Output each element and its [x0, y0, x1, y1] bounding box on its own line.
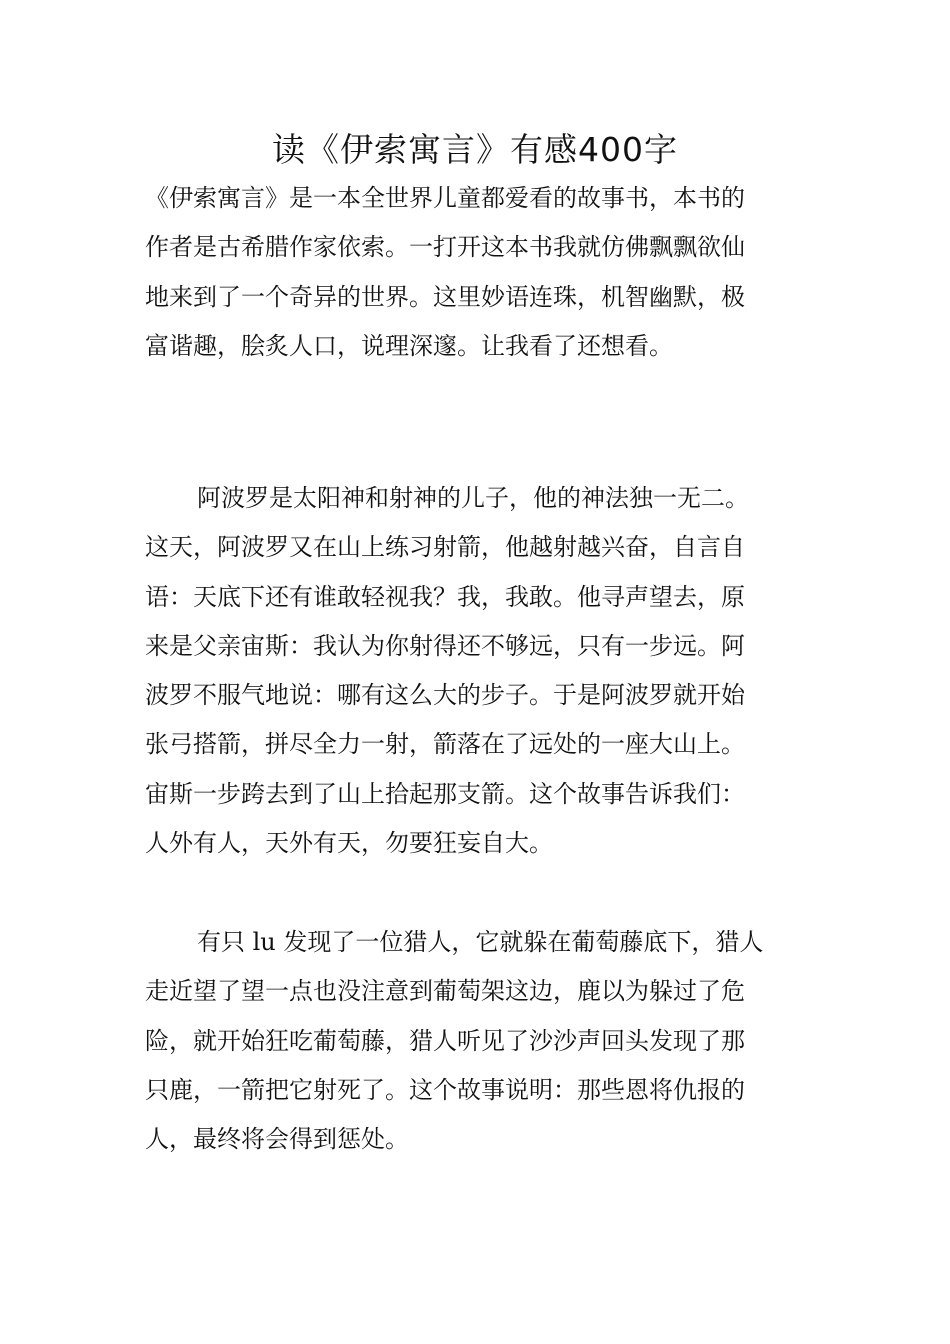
text-line: 这天，阿波罗又在山上练习射箭，他越射越兴奋，自言自 — [145, 533, 745, 562]
text-line: 富谐趣，脍炙人口，说理深邃。让我看了还想看。 — [145, 331, 673, 360]
text-line: 险，就开始狂吃葡萄藤，猎人听见了沙沙声回头发现了那 — [145, 1026, 745, 1055]
text-line: 人外有人，天外有天，勿要狂妄自大。 — [145, 829, 553, 858]
text-line: 来是父亲宙斯：我认为你射得还不够远，只有一步远。阿 — [145, 631, 745, 660]
document-title: 读《伊索寓言》有感400字 — [272, 130, 678, 169]
paragraph-intro — [145, 174, 809, 371]
text-line: 作者是古希腊作家依索。一打开这本书我就仿佛飘飘欲仙 — [145, 233, 745, 262]
paragraph-apollo-story — [145, 474, 809, 868]
text-line: 地来到了一个奇异的世界。这里妙语连珠，机智幽默，极 — [145, 282, 745, 311]
text-line: 宙斯一步跨去到了山上拾起那支箭。这个故事告诉我们： — [145, 779, 745, 808]
text-line: 波罗不服气地说：哪有这么大的步子。于是阿波罗就开始 — [145, 681, 745, 710]
text-line: 阿波罗是太阳神和射神的儿子，他的神法独一无二。 — [197, 484, 749, 512]
paragraph — [145, 174, 809, 371]
text-line: 有只 lu 发现了一位猎人，它就躲在葡萄藤底下，猎人 — [197, 928, 764, 956]
text-line: 走近望了望一点也没注意到葡萄架这边，鹿以为躲过了危 — [145, 977, 745, 1006]
text-line: 张弓搭箭，拼尽全力一射，箭落在了远处的一座大山上。 — [145, 730, 745, 759]
paragraph-deer-story — [145, 918, 809, 1164]
text-line: 语：天底下还有谁敢轻视我？我，我敢。他寻声望去，原 — [145, 582, 745, 611]
text-line: 《伊索寓言》是一本全世界儿童都爱看的故事书，本书的 — [145, 184, 745, 212]
paragraph — [145, 918, 809, 1164]
text-line: 人，最终将会得到惩处。 — [145, 1125, 409, 1154]
paragraph — [145, 474, 809, 868]
text-line: 只鹿，一箭把它射死了。这个故事说明：那些恩将仇报的 — [145, 1075, 745, 1104]
